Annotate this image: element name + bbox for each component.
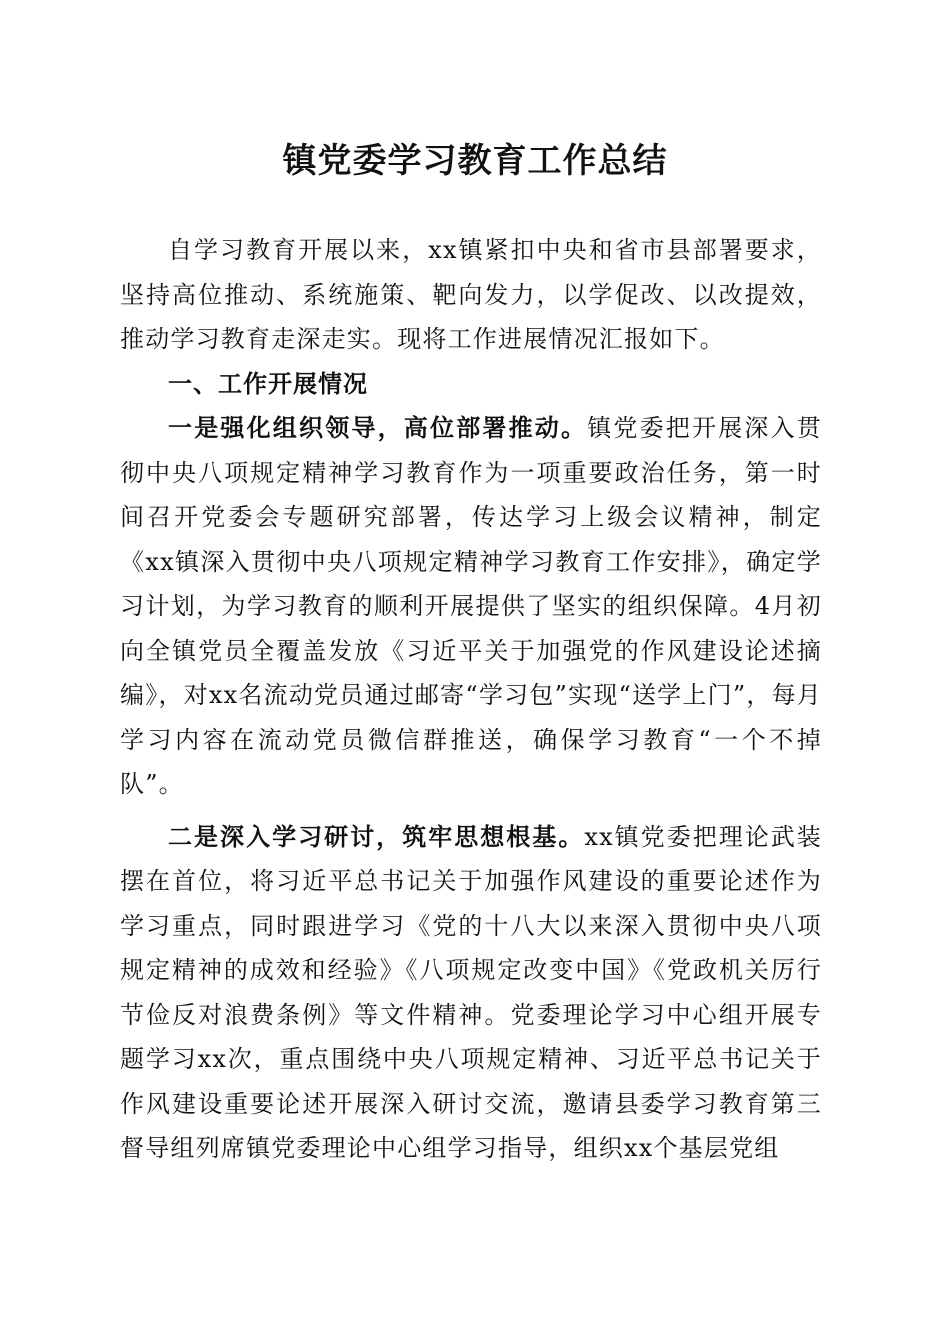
item-two-lead: 二是深入学习研讨，筑牢思想根基。	[168, 821, 585, 851]
item-one-text: 镇党委把开展深入贯彻中央八项规定精神学习教育作为一项重要政治任务，第一时间召开党委会专题研究部署，传达学习上级会议精神，制定《xx镇深入贯彻中央八项规定精神学习教育工作安排》，确定学习计划，为学习教育的顺利开展提供了坚实的组织保障。4月初向全镇党员全覆盖发放《习近平关于加强党的作风建设论述摘编》，对xx名流动党员通过邮寄“学习包”实现“送学上门”，每月学习内容在流动党员微信群推送，确保学习教育“一个不掉队”。	[120, 414, 822, 798]
document-title: 镇党委学习教育工作总结	[282, 141, 668, 181]
item-two-paragraph	[120, 815, 822, 1171]
section-heading: 一、工作开展情况	[168, 369, 368, 398]
item-one-paragraph	[120, 406, 822, 807]
item-one-lead: 一是强化组织领导，高位部署推动。	[168, 413, 588, 442]
intro-paragraph: 自学习教育开展以来，xx镇紧扣中央和省市县部署要求，坚持高位推动、系统施策、靶向发力，以学促改、以改提效，推动学习教育走深走实。现将工作进展情况汇报如下。	[120, 236, 822, 353]
item-two-text: xx镇党委把理论武装摆在首位，将习近平总书记关于加强作风建设的重要论述作为学习重点，同时跟进学习《党的十八大以来深入贯彻中央八项规定精神的成效和经验》《八项规定改变中国》《党政机关厉行节俭反对浪费条例》等文件精神。党委理论学习中心组开展专题学习xx次，重点围绕中央八项规定精神、习近平总书记关于作风建设重要论述开展深入研讨交流，邀请县委学习教育第三督导组列席镇党委理论中心组学习指导，组织xx个基层党组	[120, 822, 823, 1162]
document-body	[120, 228, 822, 1171]
paragraph-gap	[120, 807, 822, 815]
